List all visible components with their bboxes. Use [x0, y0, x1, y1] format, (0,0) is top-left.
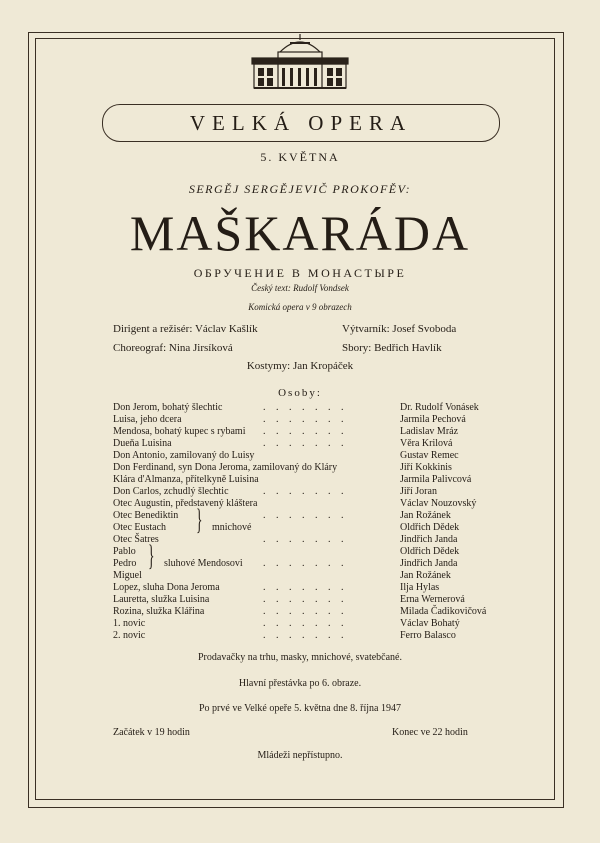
designer-credit: Výtvarník: Josef Svoboda	[342, 323, 457, 335]
opera-title: MAŠKARÁDA	[129, 205, 471, 261]
servants-label: sluhové Mendosovi	[164, 558, 243, 569]
cast-row: Don Antonio, zamilovaný do Luisy Gustav Remec	[113, 450, 459, 461]
composer: SERGĚJ SERGĚJEVIČ PROKOFĚV:	[188, 182, 412, 196]
russian-subtitle: ОБРУЧЕНИЕ В МОНАСТЫРЕ	[193, 266, 407, 280]
age-restriction: Mládeži nepřístupno.	[257, 750, 343, 761]
cast-row: Pablo Oldřich Dědek	[113, 546, 460, 557]
cast-row: Don Jerom, bohatý šlechtic . . . . . . . Dr. Rudolf Vonásek	[113, 402, 479, 413]
servants-brace: }	[148, 539, 155, 572]
cast-row: Miguel Jan Rožánek	[113, 570, 451, 581]
performance-date: 5. KVĚTNA	[260, 150, 340, 164]
cast-row: Lauretta, služka Luisina . . . . . . . Erna Wernerová	[113, 594, 465, 605]
theater-banner: VELKÁ OPERA	[102, 104, 500, 142]
cast-row: Dueňa Luisina . . . . . . . Věra Krilová	[113, 438, 453, 449]
premiere-note: Po prvé ve Velké opeře 5. května dne 8. října 1947	[199, 703, 401, 714]
cast-row: Luisa, jeho dcera . . . . . . . Jarmila Pechová	[113, 414, 466, 425]
cast-row: Otec Benediktin . . . . . . . Jan Rožánek	[113, 510, 451, 521]
genre: Komická opera v 9 obrazech	[248, 302, 352, 312]
opera-house-icon	[250, 30, 350, 92]
translator: Český text: Rudolf Vondsek	[251, 283, 349, 293]
cast-row: 2. novic . . . . . . . Ferro Balasco	[113, 630, 456, 641]
cast-row: Mendosa, bohatý kupec s rybami . . . . . . . Ladislav Mráz	[113, 426, 459, 437]
cast-row: Don Ferdinand, syn Dona Jeroma, zamilovaný do Kláry Jiří Kokkinis	[113, 462, 452, 473]
choreographer-credit: Choreograf: Nina Jirsíková	[113, 342, 233, 354]
cast-row: Klára d'Almanza, přítelkyně Luisina Jarmila Palivcová	[113, 474, 472, 485]
end-time: Konec ve 22 hodin	[392, 727, 468, 738]
cast-row: Otec Eustach Oldřich Dědek	[113, 522, 460, 533]
extras-note: Prodavačky na trhu, masky, mnichové, svatebčané.	[197, 652, 402, 663]
costumes-credit: Kostymy: Jan Kropáček	[246, 360, 354, 372]
cast-row: Otec Šatres . . . . . . . Jindřich Janda	[113, 534, 458, 545]
monks-label: mnichové	[212, 522, 252, 533]
cast-row: Lopez, sluha Dona Jeroma . . . . . . . Ilja Hylas	[113, 582, 440, 593]
cast-row: Otec Augustin, představený kláštera Václav Nouzovský	[113, 498, 477, 509]
cast-heading: Osoby:	[278, 387, 322, 399]
start-time: Začátek v 19 hodin	[113, 727, 190, 738]
cast-row: Don Carlos, zchudlý šlechtic . . . . . . . Jiří Joran	[113, 486, 437, 497]
cast-row: 1. novic . . . . . . . Václav Bohatý	[113, 618, 460, 629]
conductor-credit: Dirigent a režisér: Václav Kašlík	[113, 323, 258, 335]
cast-row: Pedro . . . . . . . Jindřich Janda	[113, 558, 458, 569]
chorus-credit: Sbory: Bedřich Havlík	[342, 342, 442, 354]
intermission-note: Hlavní přestávka po 6. obraze.	[238, 678, 362, 689]
monks-brace: }	[196, 503, 203, 536]
cast-row: Rozina, služka Klářina . . . . . . . Milada Čadikovičová	[113, 606, 487, 617]
